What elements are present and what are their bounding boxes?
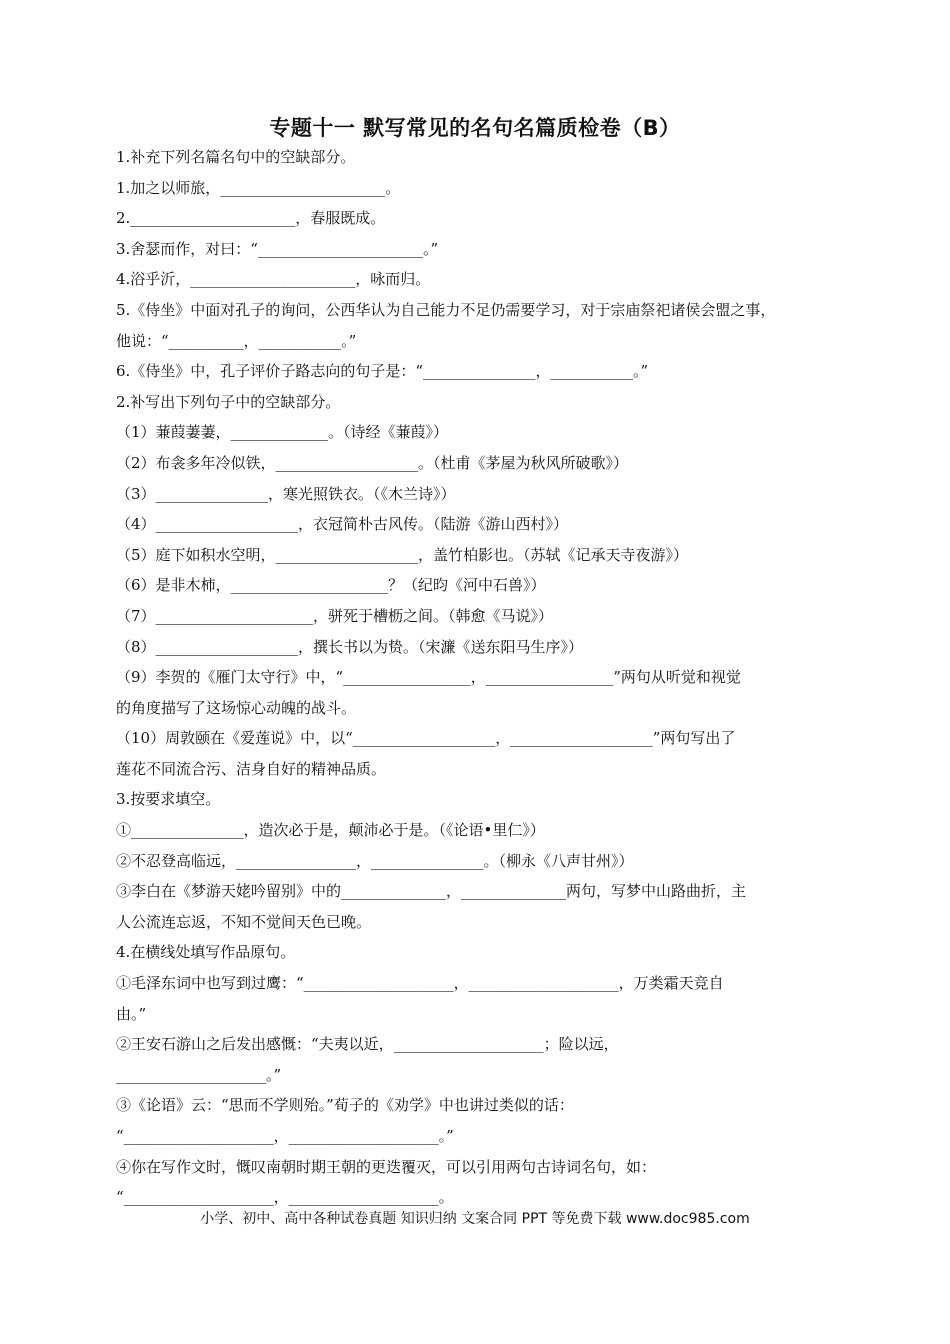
text-line: （6）是非木柿，_____________________？（纪昀《河中石兽》） — [116, 576, 546, 595]
text-line: ____________________。” — [116, 1065, 282, 1084]
text-line: 人公流连忘返，不知不觉间天色已晚。 — [116, 912, 372, 931]
text-line: ①毛泽东词中也写到过鹰：“____________________，____________________，万类霜天竞自 — [116, 974, 724, 993]
text-line: “____________________，____________________。 — [116, 1188, 454, 1207]
text-line: 4.浴乎沂，______________________，咏而归。 — [116, 270, 431, 289]
text-line: （1）蒹葭萋萋，_____________。（诗经《蒹葭》） — [116, 423, 449, 442]
text-line: 6.《侍坐》中，孔子评价子路志向的句子是：“_______________，___________。” — [116, 362, 649, 381]
page-title: 专题十一 默写常见的名句名篇质检卷（B） — [269, 116, 681, 140]
text-line: 由。” — [116, 1004, 147, 1023]
text-line: 1.补充下列名篇名句中的空缺部分。 — [116, 148, 356, 166]
text-line: 5.《侍坐》中面对孔子的询问，公西华认为自己能力不足仍需要学习，对于宗庙祭祀诸侯会盟之事， — [116, 300, 776, 319]
text-line: ③李白在《梦游天姥吟留别》中的______________，______________两句，写梦中山路曲折，主 — [116, 882, 747, 901]
text-line: （4）___________________，衣冠简朴古风传。（陆游《游山西村》） — [116, 515, 569, 534]
text-line: 3.舍瑟而作，对曰：“______________________。” — [116, 239, 439, 258]
text-line: 2.______________________，春服既成。 — [116, 209, 386, 228]
page-footer: 小学、初中、高中各种试卷真题 知识归纳 文案合同 PPT 等免费下载 www.doc985.com — [200, 1211, 750, 1227]
text-line: 2.补写出下列句子中的空缺部分。 — [116, 392, 341, 411]
text-line: （9）李贺的《雁门太守行》中，“_________________，_________________”两句从听觉和视觉 — [116, 668, 741, 687]
text-line: 4.在横线处填写作品原句。 — [116, 943, 296, 962]
text-line: （5）庭下如积水空明，___________________，盖竹柏影也。（苏轼《记承天寺夜游》） — [116, 545, 689, 564]
text-line: （2）布衾多年冷似铁，___________________。（杜甫《茅屋为秋风所破歌》） — [116, 453, 629, 472]
document-body — [116, 142, 846, 1213]
text-line: ②不忍登高临远，________________，_______________。（柳永《八声甘州》） — [116, 851, 634, 870]
text-line: 1.加之以师旅，______________________。 — [116, 178, 401, 197]
text-line: ④你在写作文时，慨叹南朝时期王朝的更迭覆灭，可以引用两句古诗词名句，如： — [116, 1157, 657, 1176]
text-line: （10）周敦颐在《爱莲说》中，以“___________________，___________________”两句写出了 — [116, 729, 736, 748]
text-line: “____________________，____________________。” — [116, 1127, 454, 1145]
text-line: 的角度描写了这场惊心动魄的战斗。 — [116, 698, 357, 717]
text-line: ②王安石游山之后发出感慨：“夫夷以近，____________________；险以远， — [116, 1035, 619, 1054]
text-line: （3）_______________，寒光照铁衣。（《木兰诗》） — [116, 484, 456, 503]
text-line: ③《论语》云：“思而不学则殆。”荀子的《劝学》中也讲过类似的话： — [116, 1096, 574, 1115]
text-line: （7）_____________________，骈死于槽枥之间。（韩愈《马说》） — [116, 606, 554, 625]
text-line: 他说：“__________，___________。” — [116, 331, 357, 350]
text-line: 3.按要求填空。 — [116, 790, 221, 809]
text-line: （8）___________________，撰长书以为贽。（宋濂《送东阳马生序》） — [116, 637, 584, 656]
text-line: ①_______________，造次必于是，颠沛必于是。（《论语•里仁》） — [116, 821, 545, 840]
text-line: 莲花不同流合污、洁身自好的精神品质。 — [116, 759, 387, 778]
